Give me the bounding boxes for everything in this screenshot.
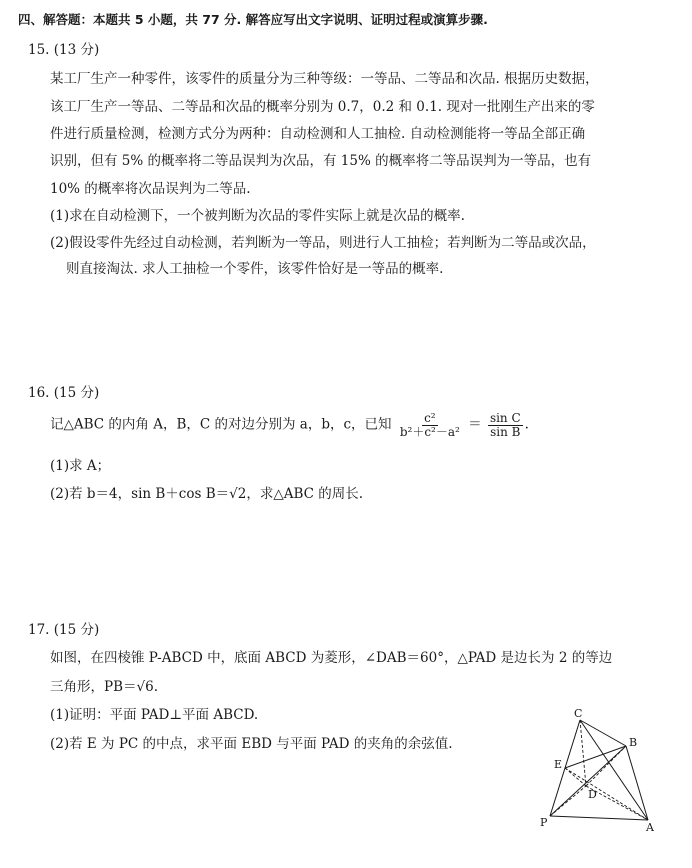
edge-PD-hidden [550, 786, 586, 816]
edge-CD-hidden [580, 720, 586, 786]
q17-part-1: (1)证明：平面 PAD⊥平面 ABCD. [50, 707, 259, 723]
edge-EA-hidden [565, 768, 648, 820]
label-P: P [540, 816, 548, 829]
edge-EB [565, 746, 626, 768]
edge-CA [580, 720, 648, 820]
q16-intro-line [50, 412, 529, 438]
q16-fraction-right-denominator: sin B [490, 424, 521, 439]
pyramid-figure [528, 708, 678, 833]
edge-CB [580, 720, 626, 746]
label-D: D [588, 788, 597, 801]
q15-part-1: (1)求在自动检测下，一个被判断为次品的零件实际上就是次品的概率. [50, 208, 465, 224]
q16-fraction-right [488, 412, 523, 438]
edge-ED-hidden [565, 768, 586, 786]
q16-fraction-left [398, 412, 462, 438]
q17-number: 17. (15 分) [28, 622, 100, 638]
q16-fraction-right-numerator: sin C [489, 411, 521, 425]
q16-part-2: (2)若 b＝4，sin B＋cos B＝√2，求△ABC 的周长. [50, 486, 364, 502]
pyramid-edges [550, 720, 648, 820]
q16-equals-sign: ＝ [468, 416, 482, 433]
q15-body-line-3: 件进行质量检测，检测方式分为两种：自动检测和人工抽检. 自动检测能将一等品全部正确 [50, 126, 586, 142]
edge-PA [550, 816, 648, 820]
q15-part-2-line-1: (2)假设零件先经过自动检测，若判断为一等品，则进行人工抽检；若判断为二等品或次品， [50, 235, 596, 251]
q16-fraction-left-numerator: c² [424, 411, 436, 425]
label-E: E [554, 758, 563, 771]
q16-part-1: (1)求 A； [50, 458, 111, 474]
q17-part-2: (2)若 E 为 PC 的中点，求平面 EBD 与平面 PAD 的夹角的余弦值. [50, 736, 453, 752]
q15-body-line-5: 10% 的概率将次品误判为二等品. [50, 181, 251, 197]
q16-fraction-left-denominator: b²＋c²－a² [399, 424, 460, 439]
q16-number: 16. (15 分) [28, 385, 100, 401]
label-B: B [629, 736, 638, 749]
q17-body-line-1: 如图，在四棱锥 P-ABCD 中，底面 ABCD 为菱形，∠DAB＝60°，△PAD 是边长为 2 的等边 [50, 650, 613, 666]
q15-body-line-4: 识别，但有 5% 的概率将二等品误判为次品，有 15% 的概率将二等品误判为一等品，也有 [50, 153, 592, 169]
q15-body-line-1: 某工厂生产一种零件，该零件的质量分为三种等级：一等品、二等品和次品. 根据历史数据， [50, 71, 599, 87]
label-C: C [574, 708, 583, 720]
q15-body-line-2: 该工厂生产一等品、二等品和次品的概率分别为 0.7，0.2 和 0.1. 现对一批刚生产出来的零 [50, 99, 595, 115]
q16-end-period: . [524, 416, 529, 433]
q16-intro-text: 记△ABC 的内角 A，B，C 的对边分别为 a，b，c，已知 [50, 416, 392, 433]
q15-part-2-line-2: 则直接淘汰. 求人工抽检一个零件，该零件恰好是一等品的概率. [66, 261, 444, 277]
edge-BA [626, 746, 648, 820]
section-header: 四、解答题：本题共 5 小题，共 77 分. 解答应写出文字说明、证明过程或演算步骤. [18, 12, 488, 27]
q15-number: 15. (13 分) [28, 42, 100, 58]
q17-body-line-2: 三角形，PB＝√6. [50, 679, 158, 695]
label-A: A [646, 821, 654, 833]
